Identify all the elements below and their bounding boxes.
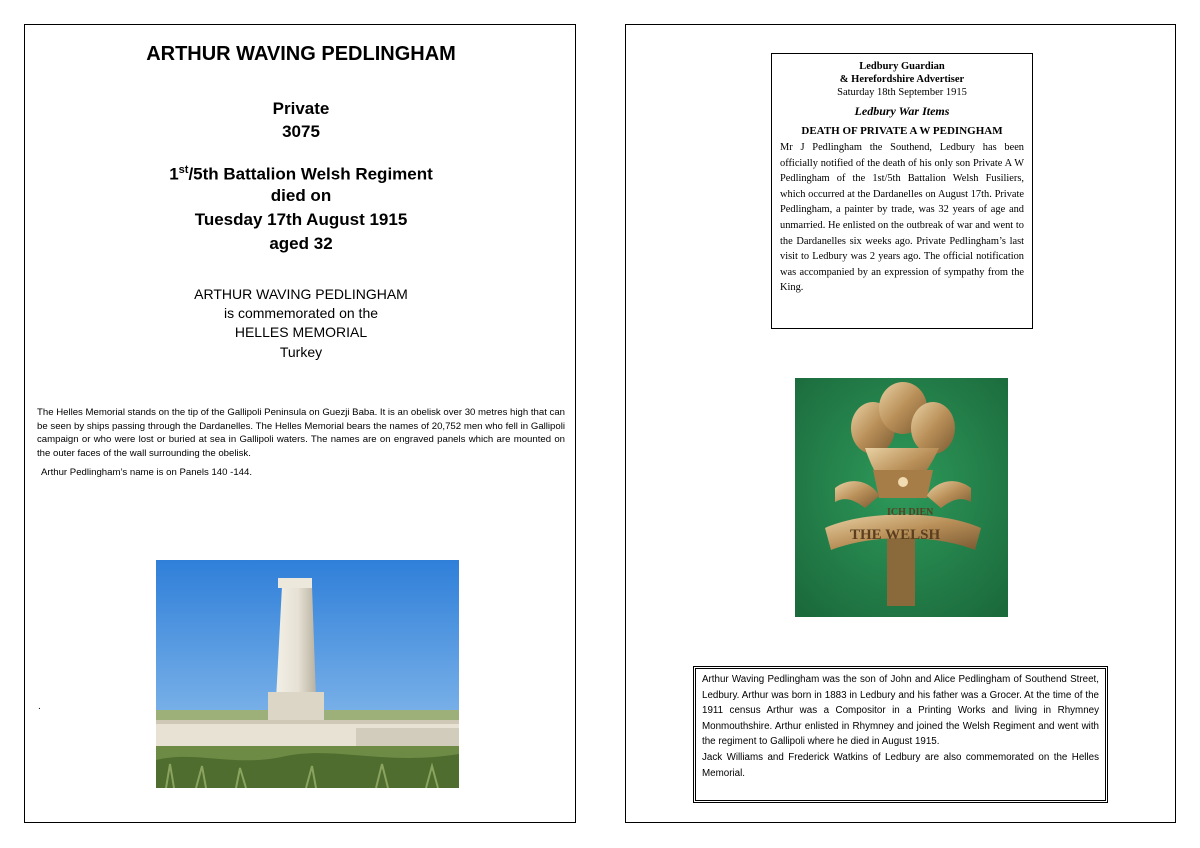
panels-note: Arthur Pedlingham’s name is on Panels 140 -144. [41, 467, 253, 478]
biography-text: Arthur Waving Pedlingham was the son of John and Alice Pedlingham of Southend Street, Ledbury. Arthur was born in 1883 in Ledbury and his father was a Grocer. At the time of the 1911 census Arthur was a Compositor in a Printing Works and living in Rhymney Monmouthshire. Arthur enlisted in Rhymney and joined the Welsh Regiment and went with the regiment to Gallipoli where he died in August 1915. [702, 674, 1099, 748]
badge-motto-the-welsh: THE WELSH [850, 527, 941, 543]
battalion-rest: /5th Battalion Welsh Regiment [188, 164, 433, 184]
newspaper-subtitle: & Herefordshire Advertiser [839, 74, 965, 85]
memorial-soldier-name: ARTHUR WAVING PEDLINGHAM [194, 286, 408, 302]
left-page [24, 24, 576, 823]
also-commemorated-text: Jack Williams and Frederick Watkins of Ledbury are also commemorated on the Helles Memorial. [702, 751, 1099, 779]
newspaper-section: Ledbury War Items [854, 104, 950, 118]
commemorated-line: is commemorated on the [223, 305, 379, 321]
newspaper-clipping [771, 53, 1033, 329]
stray-dot: . [38, 701, 41, 712]
newspaper-date: Saturday 18th September 1915 [837, 87, 967, 98]
helles-memorial-photo [156, 560, 459, 788]
biography-box [693, 666, 1108, 803]
rank: Private [272, 99, 330, 118]
newspaper-name: Ledbury Guardian [859, 61, 945, 72]
memorial-description: The Helles Memorial stands on the tip of the Gallipoli Peninsula on Guezji Baba. It is an obelisk over 30 metres high that can be seen by ships passing through the Dardanelles. The Helles Memorial bears the names of 20,752 men who fell in Gallipoli campaign or who were lost or buried at sea in Gallipoli waters. The names are on engraved panels which are mounted on the outer faces of the wall surrounding the obelisk. [37, 407, 565, 459]
age: aged 32 [269, 234, 333, 253]
memorial-country: Turkey [279, 344, 323, 360]
died-on-label: died on [270, 186, 332, 205]
battalion-number: 1 [169, 164, 179, 184]
newspaper-headline: DEATH OF PRIVATE A W PEDINGHAM [801, 125, 1003, 137]
soldier-name-title: ARTHUR WAVING PEDLINGHAM [146, 43, 456, 65]
service-number: 3075 [282, 122, 320, 141]
right-page [625, 24, 1176, 823]
battalion [25, 159, 577, 186]
death-date: Tuesday 17th August 1915 [194, 210, 408, 229]
battalion-ordinal: st [178, 164, 189, 176]
newspaper-body: Mr J Pedlingham the Southend, Ledbury has been officially notified of the death of his only son Private A W Pedlingham of the 1st/5th Battalion Welsh Fusiliers, which occurred at the Dardanelles on August 17th. Private Pedlingham, a painter by trade, was 32 years of age and unmarried. He enlisted on the outbreak of war and went to the Dardanelles six weeks ago. Private Pedlingham’s last visit to Ledbury was 2 years ago. The official notification was accompanied by an expression of sympathy from the King. [780, 142, 1024, 294]
welsh-regiment-badge-photo [795, 378, 1008, 617]
memorial-name: HELLES MEMORIAL [234, 324, 368, 340]
badge-motto-ich-dien: ICH DIEN [887, 507, 934, 518]
